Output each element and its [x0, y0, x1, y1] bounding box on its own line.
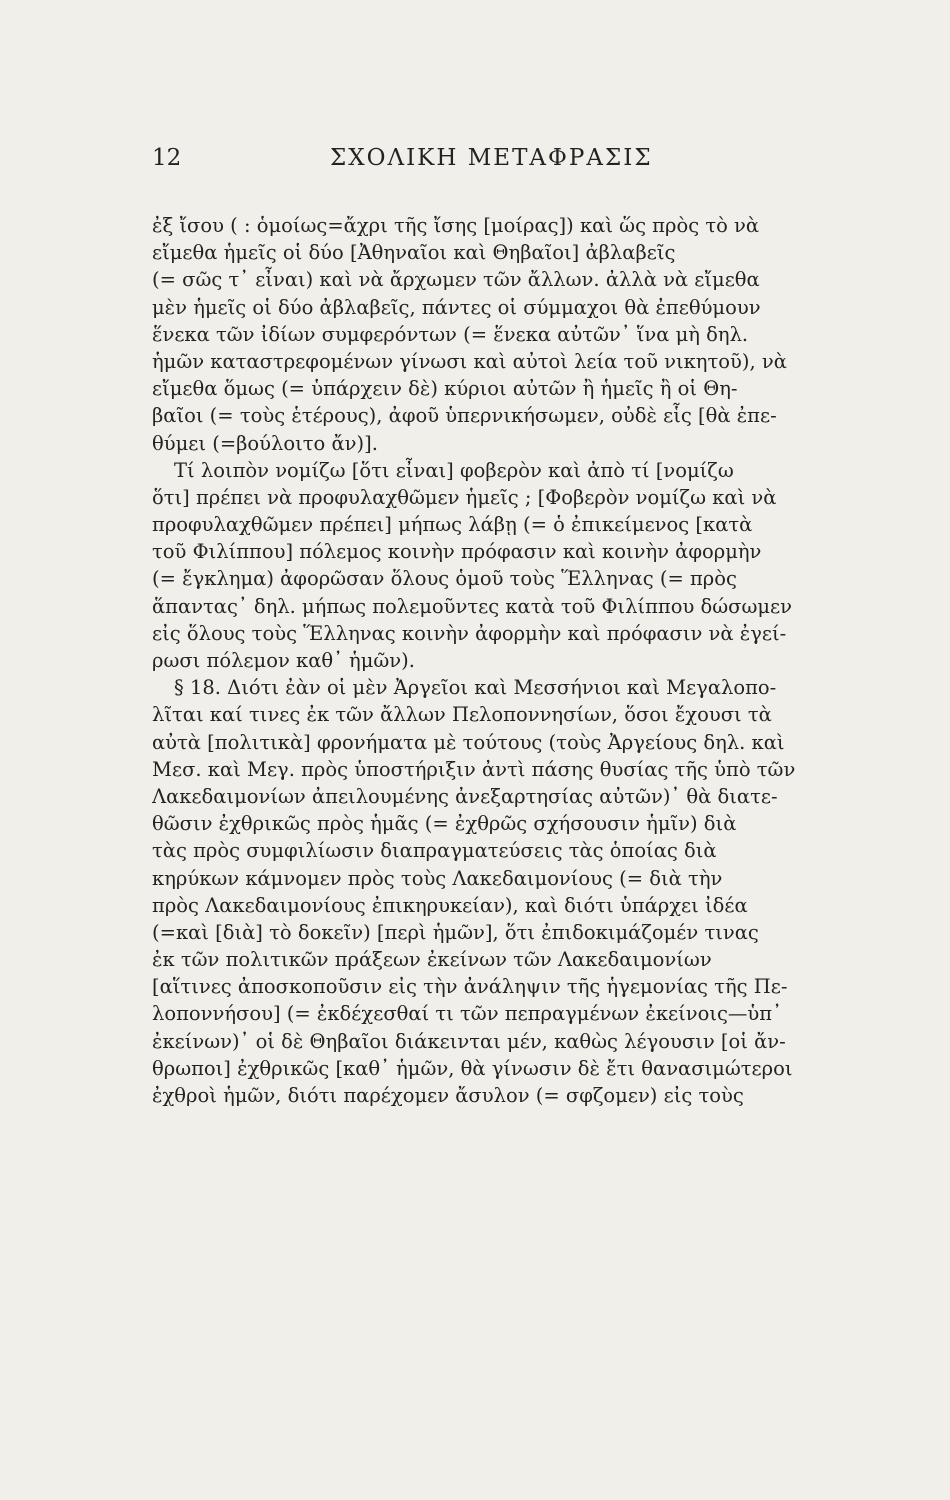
- text-line: ὅτι] πρέπει νὰ προφυλαχθῶμεν ἡμεῖς ; [Φοβερὸν νομίζω καὶ νὰ: [152, 485, 777, 509]
- text-line: ἅπαντας᾽ δηλ. μήπως πολεμοῦντες κατὰ τοῦ Φιλίππου δώσωμεν: [152, 594, 792, 618]
- text-line: εἴμεθα ἡμεῖς οἱ δύο [Ἀθηναῖοι καὶ Θηβαῖοι] ἀβλαβεῖς: [152, 241, 676, 265]
- text-line: [αἵτινες ἀποσκοποῦσιν εἰς τὴν ἀνάληψιν τῆς ἡγεμονίας τῆς Πε-: [152, 975, 788, 999]
- text-line: θύμει (=βούλοιτο ἄν)].: [152, 431, 378, 455]
- text-line: εἴμεθα ὅμως (= ὑπάρχειν δὲ) κύριοι αὐτῶν ἢ ἡμεῖς ἢ οἱ Θη-: [152, 377, 738, 401]
- running-head: ΣΧΟΛΙΚΗ ΜΕΤΑΦΡΑΣΙΣ: [330, 145, 653, 171]
- text-line: τοῦ Φιλίππου] πόλεμος κοινὴν πρόφασιν καὶ κοινὴν ἀφορμὴν: [152, 540, 762, 564]
- text-line: ἐξ ἴσου ( : ὁμοίως=ἄχρι τῆς ἴσης [μοίρας]) καὶ ὥς πρὸς τὸ νὰ: [152, 214, 760, 237]
- text-line: λοποννήσου] (= ἐκδέχεσθαί τι τῶν πεπραγμένων ἐκείνοις—ὑπ᾽: [152, 1002, 782, 1026]
- page-number: 12: [152, 145, 182, 171]
- text-line: (=καὶ [διὰ] τὸ δοκεῖν) [περὶ ἡμῶν], ὅτι ἐπιδοκιμάζομέν τινας: [152, 920, 759, 944]
- text-line: (= σῶς τ᾽ εἶναι) καὶ νὰ ἄρχωμεν τῶν ἄλλων. ἀλλὰ νὰ εἴμεθα: [152, 268, 760, 292]
- text-line: Μεσ. καὶ Μεγ. πρὸς ὑποστήριξιν ἀντὶ πάσης θυσίας τῆς ὑπὸ τῶν: [152, 757, 796, 781]
- text-line: ἐχθροὶ ἡμῶν, διότι παρέχομεν ἄσυλον (= σφζομεν) εἰς τοὺς: [152, 1084, 744, 1107]
- page-header: [0, 143, 950, 183]
- text-line: Τί λοιπὸν νομίζω [ὅτι εἶναι] φοβερὸν καὶ ἀπὸ τί [νομίζω: [174, 458, 734, 482]
- text-line: κηρύκων κάμνομεν πρὸς τοὺς Λακεδαιμονίους (= διὰ τὴν: [152, 866, 723, 890]
- text-line: ἡμῶν καταστρεφομένων γίνωσι καὶ αὐτοὶ λεία τοῦ νικητοῦ), νὰ: [152, 349, 787, 373]
- text-line: εἰς ὅλους τοὺς Ἕλληνας κοινὴν ἀφορμὴν καὶ πρόφασιν νὰ ἐγεί-: [152, 621, 787, 645]
- text-line: § 18. Διότι ἐὰν οἱ μὲν Ἀργεῖοι καὶ Μεσσήνιοι καὶ Μεγαλοπο-: [174, 676, 777, 700]
- text-line: ἐκείνων)᾽ οἱ δὲ Θηβαῖοι διάκεινται μέν, καθὼς λέγουσιν [οἱ ἄν-: [152, 1029, 786, 1053]
- text-line: ἕνεκα τῶν ἰδίων συμφερόντων (= ἕνεκα αὐτῶν᾽ ἵνα μὴ δηλ.: [152, 322, 749, 346]
- text-line: λῖται καί τινες ἐκ τῶν ἄλλων Πελοποννησίων, ὅσοι ἔχουσι τὰ: [152, 703, 772, 727]
- text-line: (= ἔγκλημα) ἀφορῶσαν ὅλους ὁμοῦ τοὺς Ἕλληνας (= πρὸς: [152, 567, 737, 591]
- text-line: θῶσιν ἐχθρικῶς πρὸς ἡμᾶς (= ἐχθρῶς σχήσουσιν ἡμῖν) διὰ: [152, 812, 737, 836]
- text-line: αὐτὰ [πολιτικὰ] φρονήματα μὲ τούτους (τοὺς Ἀργείους δηλ. καὶ: [152, 730, 785, 754]
- text-line: ρωσι πόλεμον καθ᾽ ἡμῶν).: [152, 649, 415, 672]
- text-line: θρωποι] ἐχθρικῶς [καθ᾽ ἡμῶν, θὰ γίνωσιν δὲ ἔτι θανασιμώτεροι: [152, 1056, 793, 1080]
- text-line: πρὸς Λακεδαιμονίους ἐπικηρυκείαν), καὶ διότι ὑπάρχει ἰδέα: [152, 893, 748, 917]
- text-line: μὲν ἡμεῖς οἱ δύο ἀβλαβεῖς, πάντες οἱ σύμμαχοι θὰ ἐπεθύμουν: [152, 295, 761, 319]
- text-line: βαῖοι (= τοὺς ἑτέρους), ἀφοῦ ὑπερνικήσωμεν, οὐδὲ εἷς [θὰ ἐπε-: [152, 404, 777, 428]
- text-line: τὰς πρὸς συμφιλίωσιν διαπραγματεύσεις τὰς ὁποίας διὰ: [152, 839, 717, 863]
- text-line: Λακεδαιμονίων ἀπειλουμένης ἀνεξαρτησίας αὐτῶν)᾽ θὰ διατε-: [152, 784, 778, 808]
- text-line: προφυλαχθῶμεν πρέπει] μήπως λάβῃ (= ὁ ἐπικείμενος [κατὰ: [152, 513, 753, 537]
- text-line: ἐκ τῶν πολιτικῶν πράξεων ἐκείνων τῶν Λακεδαιμονίων: [152, 948, 712, 972]
- body-text: [152, 212, 877, 1109]
